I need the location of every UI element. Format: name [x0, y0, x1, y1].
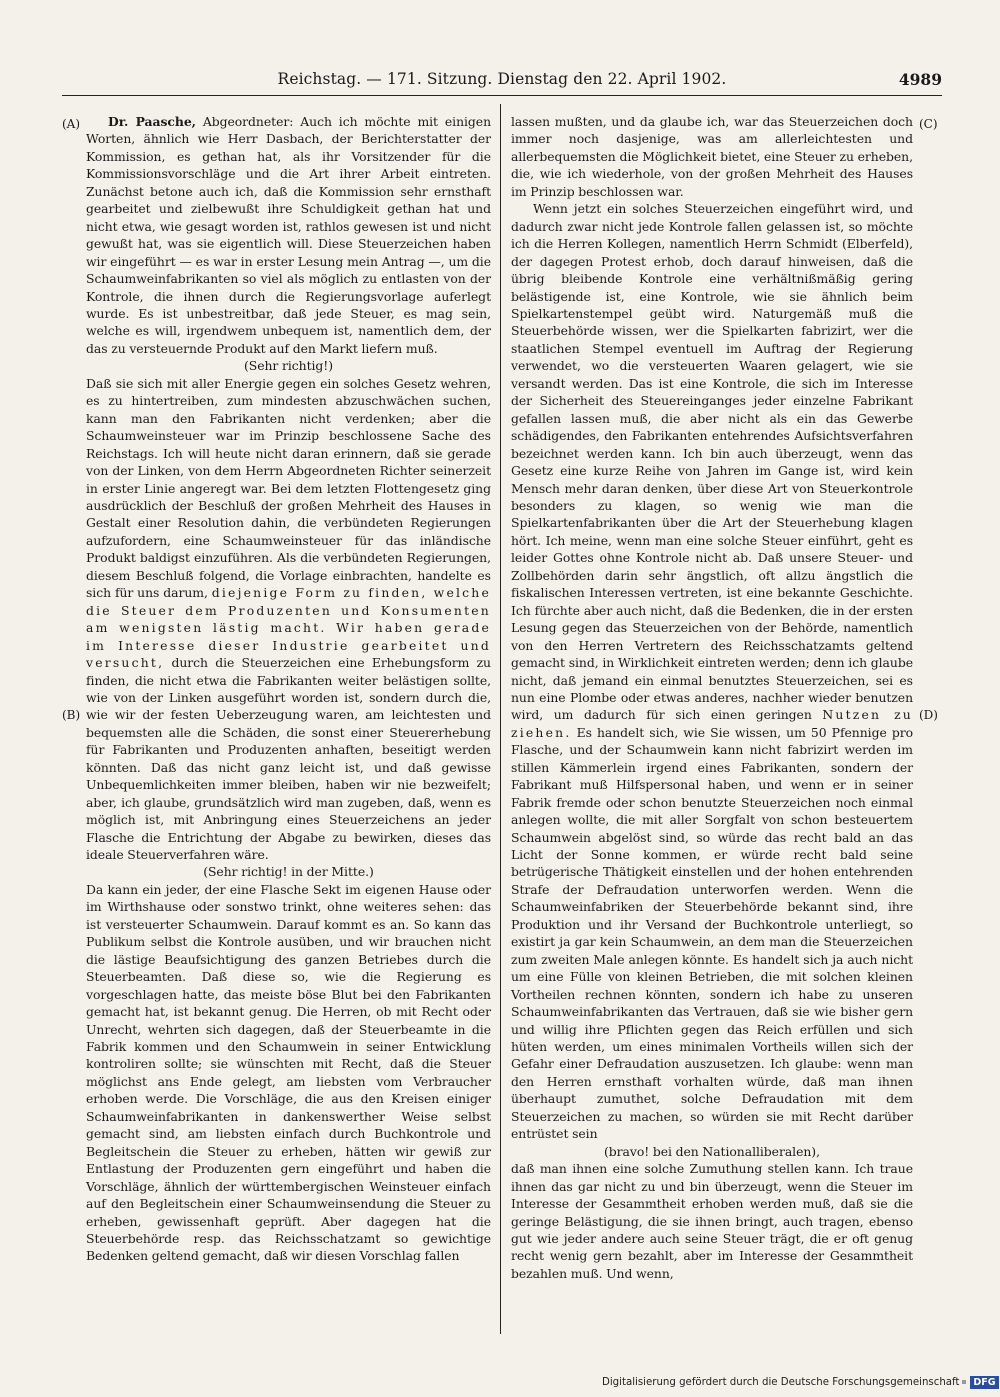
- page-number: 4989: [898, 70, 942, 89]
- footer-text: Digitalisierung gefördert durch die Deutsche Forschungsgemeinschaft: [602, 1377, 960, 1388]
- speaker-name: Dr. Paasche,: [108, 114, 196, 129]
- paragraph-text: durch die Steuerzeichen eine Erhebungsform zu finden, die nicht etwa die Fabrikanten weiter belästigen sollte, wie von der Linken ausgeführt worden ist, sondern durch die, wie wir der festen Ueberzeugung waren, am leichtesten und bequemsten alle die Schäden, die sonst einer Steuererhebung für Fabrikanten und Produzenten anhaften, beseitigt werden könnten. Daß das nicht ganz leicht ist, und daß gewisse Unbequemlichkeiten immer bleiben, haben wir nie bezweifelt; aber, ich glaube, grundsätzlich wird man zugeben, daß, wenn es möglich ist, mit Anbringung eines Steuerzeichens an jeder Flasche die Entrichtung der Abgabe zu bewirken, dieses das ideale Steuerverfahren wäre.: [86, 655, 491, 863]
- footer-credit: [602, 1376, 996, 1390]
- interjection: (Sehr richtig!): [243, 358, 334, 374]
- dfg-logo: DFG: [970, 1376, 998, 1389]
- paragraph-text: Ich will heute nicht daran erinnern, daß sie gerade von der Linken, von dem Herrn Abgeordneten Richter seinerzeit in erster Linie angeregt war. Bei dem letzten Flottengesetz ging ausdrücklich der Beschluß der großen Mehrheit des Hauses in Gestalt einer Resolution dahin, die verbündeten Regierungen aufzufordern, eine Schaumweinsteuer für das inländische Produkt baldigst einzuführen. Als die verbündeten Regierungen, diesem Beschluß folgend, die Vorlage einbrachten, handelte es sich für uns darum,: [86, 445, 491, 601]
- page-header: [62, 70, 942, 92]
- paragraph: [86, 375, 491, 864]
- paragraph-text: Daß sie sich mit aller Energie gegen ein solches Gesetz wehren, es zu hintertreiben, zum mindesten abzuschwächen suchen, kann man den Fabrikanten nicht verdenken; aber die Schaumweinsteuer war im Prinzip beschlossene Sache des Reichstags.: [86, 375, 491, 461]
- spaced-text: diejenige Form zu finden, welche die Steuer dem Produzenten und Konsumenten am wenigsten lästig macht. Wir haben gerade im Interesse dieser Industrie gearbeitet und versucht,: [86, 585, 491, 671]
- paragraph: [86, 113, 491, 357]
- right-column: [511, 113, 913, 1282]
- paragraph: lassen mußten, und da glaube ich, war das Steuerzeichen doch immer noch dasjenige, was am allerleichtesten und allerbequemsten die Möglichkeit bietet, eine Steuer zu erheben, die, wie ich wiederhole, von der großen Mehrheit des Hauses im Prinzip beschlossen war.: [511, 114, 913, 199]
- interjection: (Sehr richtig! in der Mitte.): [203, 864, 374, 880]
- margin-marker-d: (D): [919, 708, 938, 722]
- paragraph-text: Es handelt sich, wie Sie wissen, um 50 Pfennige pro Flasche, und der Schaumwein kann nicht fabrizirt werden im stillen Kämmerlein irgend eines Fabrikanten, sondern der Fabrikant muß Hilfspersonal haben, und wenn er in seiner Fabrik fremde oder schon benutzte Steuerzeichen noch einmal anlegen wollte, die mit aller Sorgfalt von schon besteuertem Schaumwein abgelöst sind, so würde das recht bald an das Licht der Sonne kommen, er würde recht bald seine betrügerische Thätigkeit einstellen und der hohen entehrenden Strafe der Defraudation unterworfen werden. Wenn die Schaumweinfabriken der Steuerbehörde bekannt sind, ihre Produktion und ihr Versand der Buchkontrole unterliegt, so existirt ja gar kein Schaumwein, an dem man die Steuerzeichen zum zweiten Male anlegen könnte. Es handelt sich ja auch nicht um eine Fülle von kleinen Betrieben, die mit solchen kleinen Vortheilen rechnen könnten, sondern ich habe zu unseren Schaumweinfabrikanten das Vertrauen, daß sie wie bisher gern und willig ihre Pflichten gegen das Reich erfüllen und sich hüten werden, um eines minimalen Vortheils willen sich der Gefahr einer Defraudation auszusetzen. Ich glaube: wenn man den Herren ernsthaft vorhalten würde, daß man ihnen überhaupt zumuthet, solche Defraudation mit dem Steuerzeichen zu machen, so würden sie mit Recht darüber entrüstet sein: [511, 724, 913, 1142]
- paragraph: Da kann ein jeder, der eine Flasche Sekt im eigenen Hause oder im Wirthshause oder sonstwo trinkt, ohne weiteres sehen: das ist versteuerter Schaumwein. Darauf kommt es an. So kann das Publikum selbst die Kontrole ausüben, und wir brauchen nicht die lästige Beaufsichtigung des ganzen Betriebes durch die Steuerbeamten. Daß diese so, wie die Regierung es vorgeschlagen hatte, das meiste böse Blut bei den Fabrikanten gemacht hat, ist bekannt genug. Die Herren, ob mit Recht oder Unrecht, wehrten sich dagegen, daß der Steuerbeamte in die Fabrik kommen und den Schaumwein in seiner Entwicklung kontroliren sollte; sie wünschten mit Recht, daß die Steuer möglichst ans Ende gelegt, am liebsten vom Verbraucher erhoben werde. Die Vorschläge, die aus den Kreisen einiger Schaumweinfabrikanten in dankenswerther Weise selbst gemacht sind, am liebsten einfach durch Buchkontrole und Begleitschein die Steuer zu erheben, hätten wir gewiß zur Entlastung der Produzenten gern eingeführt und haben die Vorschläge, ähnlich der württembergischen Weinsteuer einfach auf den Begleitschein einer Schaumweinsendung die Steuer zu erheben, gewissenhaft geprüft. Aber dagegen hat die Steuerbehörde resp. das Reichsschatzamt so gewichtige Bedenken geltend gemacht, daß wir diesen Vorschlag fallen: [86, 881, 491, 1264]
- spaced-text: Nutzen zu ziehen.: [511, 707, 913, 740]
- separator-dot: [962, 1380, 966, 1384]
- header-rule: [62, 95, 942, 96]
- margin-marker-c: (C): [919, 117, 938, 131]
- left-column: [86, 113, 491, 1265]
- paragraph-text: Abgeordneter: Auch ich möchte mit einigen Worten, ähnlich wie Herr Dasbach, der Berichterstatter der Kommission, es gethan hat, als ihr Vorsitzender für die Kommissionsvorschläge und die Art ihrer Arbeit eintreten. Zunächst betone auch ich, daß die Kommission sehr ernsthaft gearbeitet und zielbewußt ihre Schuldigkeit gethan hat und nicht etwa, wie gesagt worden ist, rathlos gewesen ist und nicht gewußt hat, was sie eigentlich will. Diese Steuerzeichen haben wir eingeführt — es war in erster Lesung mein Antrag —, um die Schaumweinfabrikanten so viel als möglich zu entlasten von der Kontrole, die ihnen durch die Regierungsvorlage auferlegt wurde. Es ist unbestreitbar, daß jede Steuer, es mag sein, welche es will, irgendwem unbequem ist, namentlich dem, der das zu versteuernde Produkt auf den Markt liefern muß.: [86, 114, 492, 356]
- paragraph-text: Wenn jetzt ein solches Steuerzeichen eingeführt wird, und dadurch zwar nicht jede Kontrole fallen gelassen ist, so möchte ich die Herren Kollegen, namentlich Herrn Schmidt (Elberfeld), der dagegen Protest erhob, doch darauf hinweisen, daß die übrig bleibende Kontrole eine verhältnißmäßig gering belästigende ist, eine Kontrole, wie sie ähnlich beim Spielkartenstempel geübt wird. Naturgemäß muß die Steuerbehörde wissen, wer die Spielkarten fabrizirt, wer die staatlichen Stempel eventuell im Auftrag der Regierung verwendet, wo die versteuerten Waaren gelagert, wie sie versandt werden. Das ist eine Kontrole, die sich im Interesse der Sicherheit des Steuereinganges jeder einzelne Fabrikant gefallen lassen muß, die aber nicht als ein das Gewerbe schädigendes, den Fabrikanten entehrendes Aufsichtsverfahren bezeichnet werden kann. Ich bin auch überzeugt, wenn das Gesetz eine kurze Reihe von Jahren im Gange ist, wird kein Mensch mehr daran denken, über diese Art von Steuerkontrole besonders zu klagen, so wenig wie man die Spielkartenfabrikanten über die Art der Steuerhebung klagen hört. Ich meine, wenn man eine solche Steuer einführt, geht es leider Gottes ohne Kontrole nicht ab. Daß unsere Steuer- und Zollbehörden darin sehr ängstlich, oft allzu ängstlich die fiskalischen Interessen vertreten, ist eine bekannte Geschichte. Ich fürchte aber auch nicht, daß die Bedenken, die in der ersten Lesung gegen das Steuerzeichen von der Behörde, namentlich von den Herren Vertretern des Reichsschatzamts geltend gemacht sind, in Wirklichkeit eintreten werden; denn ich glaube nicht, daß jemand ein einmal benutztes Steuerzeichen, sei es nun eine Plombe oder etwas anderes, nachher wieder benutzen wird, um dadurch für sich einen geringen: [511, 201, 913, 723]
- paragraph: [511, 200, 913, 1142]
- column-divider: [500, 104, 501, 1334]
- paragraph: daß man ihnen eine solche Zumuthung stellen kann. Ich traue ihnen das gar nicht zu und bin überzeugt, wenn die Steuer im Interesse der Gesammtheit erhoben werden muß, daß sie die geringe Belästigung, die sie ihnen bringt, auch tragen, ebenso gut wie jeder andere auch seine Steuer trägt, die er oft genug recht wenig gern bezahlt, aber im Interesse der Gesammtheit bezahlen muß. Und wenn,: [511, 1161, 913, 1281]
- margin-marker-b: (B): [62, 708, 81, 722]
- margin-marker-a: (A): [62, 117, 81, 131]
- running-title: Reichstag. — 171. Sitzung. Dienstag den 22. April 1902.: [277, 70, 727, 88]
- interjection: (bravo! bei den Nationalliberalen),: [604, 1143, 820, 1159]
